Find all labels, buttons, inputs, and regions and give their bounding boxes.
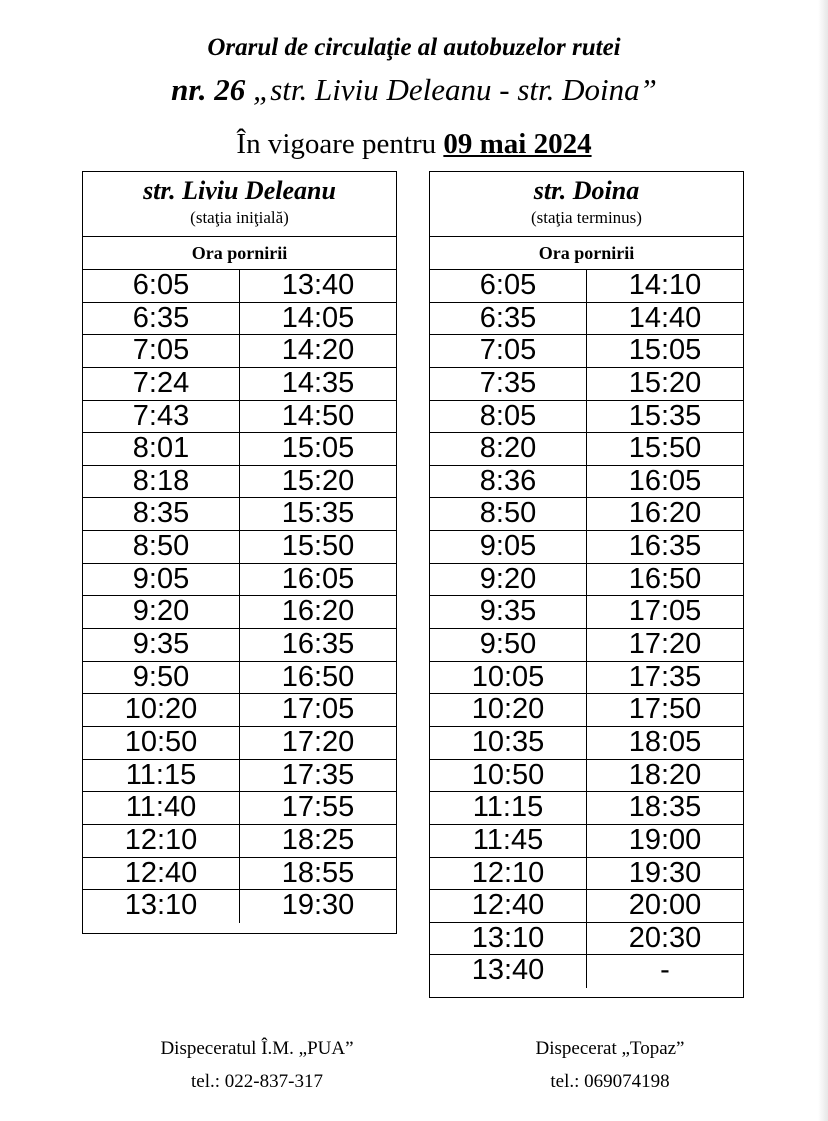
departure-time: 10:35: [430, 727, 587, 759]
table-row: [430, 596, 743, 629]
departure-time: 17:20: [628, 628, 702, 661]
table-header: [430, 172, 743, 237]
departure-time: 16:20: [281, 595, 355, 628]
departure-time: 14:05: [281, 301, 355, 334]
departure-time: 17:35: [628, 660, 702, 693]
departure-time: 16:35: [628, 530, 702, 563]
departure-time: 17:05: [281, 693, 355, 726]
departure-time: 6:35: [430, 303, 587, 335]
dispatcher-phone: tel.: 069074198: [550, 1071, 670, 1092]
table-row: [83, 433, 396, 466]
departure-time: 15:50: [281, 530, 355, 563]
table-body: [430, 270, 743, 988]
table-row: [83, 858, 396, 891]
table-row: [83, 890, 396, 923]
departure-time: 15:50: [628, 432, 702, 465]
departure-time: 8:20: [430, 433, 587, 465]
departure-time: 15:20: [281, 464, 355, 497]
table-row: [430, 890, 743, 923]
table-row: [430, 498, 743, 531]
route-number: nr. 26: [171, 72, 246, 107]
station-type: (staţia terminus): [531, 208, 642, 227]
departure-time: 15:05: [628, 334, 702, 367]
table-row: [430, 727, 743, 760]
table-row: [430, 629, 743, 662]
departure-time: 6:35: [83, 303, 240, 335]
departure-time: 16:20: [628, 497, 702, 530]
table-row: [83, 727, 396, 760]
table-row: [83, 629, 396, 662]
validity-line: [0, 128, 828, 161]
table-row: [430, 792, 743, 825]
validity-date: 09 mai 2024: [443, 128, 592, 160]
departure-time: 10:05: [430, 662, 587, 694]
departure-time: 7:35: [430, 368, 587, 400]
table-row: [430, 368, 743, 401]
table-row: [83, 662, 396, 695]
station-name: str. Liviu Deleanu: [143, 176, 336, 205]
departure-time: 7:43: [83, 401, 240, 433]
departure-time: 11:15: [430, 792, 587, 824]
table-row: [83, 498, 396, 531]
dispatcher-name: Dispeceratul Î.M. „PUA”: [160, 1038, 354, 1059]
column-header: Ora pornirii: [430, 237, 743, 270]
departure-time: 8:36: [430, 466, 587, 498]
departure-time: 9:50: [83, 662, 240, 694]
dispatcher-left: [82, 1032, 432, 1098]
table-row: [83, 694, 396, 727]
table-row: [430, 433, 743, 466]
departure-time: 9:35: [430, 596, 587, 628]
departure-time: 15:35: [628, 399, 702, 432]
table-row: [430, 858, 743, 891]
table-row: [83, 466, 396, 499]
route-name: „str. Liviu Deleanu - str. Doina”: [245, 72, 657, 107]
departure-time: 17:35: [281, 758, 355, 791]
table-row: [83, 596, 396, 629]
departure-time: 20:00: [628, 889, 702, 922]
dispatcher-phone: tel.: 022-837-317: [191, 1071, 323, 1092]
departure-time: 20:30: [628, 921, 702, 954]
station-name: str. Doina: [533, 176, 640, 205]
departure-time: 9:35: [83, 629, 240, 661]
departure-time: 19:30: [281, 889, 355, 922]
departure-time: 12:40: [83, 858, 240, 890]
timetable-liviu-deleanu: [82, 171, 397, 934]
page-edge-shadow: [818, 0, 828, 1121]
table-row: [430, 825, 743, 858]
departure-time: 13:10: [430, 923, 587, 955]
departure-time: 14:35: [281, 366, 355, 399]
departure-time: 10:20: [83, 694, 240, 726]
departure-time: 13:40: [281, 269, 355, 301]
departure-time: 9:20: [430, 564, 587, 596]
table-body: [83, 270, 396, 923]
departure-time: 18:55: [281, 856, 355, 889]
station-type: (staţia iniţială): [190, 208, 289, 227]
departure-time: 11:15: [83, 760, 240, 792]
departure-time: 13:10: [83, 890, 240, 923]
departure-time: 12:40: [430, 890, 587, 922]
departure-time: 6:05: [83, 270, 240, 302]
departure-time: 16:50: [628, 562, 702, 595]
departure-time: 9:05: [83, 564, 240, 596]
departure-time: 15:05: [281, 432, 355, 465]
table-row: [430, 955, 743, 988]
departure-time: -: [660, 954, 670, 987]
departure-time: 8:01: [83, 433, 240, 465]
departure-time: 8:18: [83, 466, 240, 498]
departure-time: 9:05: [430, 531, 587, 563]
table-row: [83, 825, 396, 858]
departure-time: 6:05: [430, 270, 587, 302]
departure-time: 7:05: [430, 335, 587, 367]
table-row: [83, 303, 396, 336]
departure-time: 7:05: [83, 335, 240, 367]
table-row: [430, 564, 743, 597]
table-header: [83, 172, 396, 237]
departure-time: 16:05: [628, 464, 702, 497]
route-title: [0, 72, 828, 108]
departure-time: 10:50: [83, 727, 240, 759]
departure-time: 12:10: [83, 825, 240, 857]
departure-time: 17:05: [628, 595, 702, 628]
departure-time: 18:35: [628, 791, 702, 824]
departure-time: 12:10: [430, 858, 587, 890]
departure-time: 19:00: [628, 823, 702, 856]
departure-time: 15:35: [281, 497, 355, 530]
table-row: [430, 662, 743, 695]
table-row: [83, 270, 396, 303]
table-row: [83, 531, 396, 564]
table-row: [83, 368, 396, 401]
table-row: [83, 401, 396, 434]
dispatcher-name: Dispecerat „Topaz”: [535, 1038, 685, 1059]
departure-time: 17:50: [628, 693, 702, 726]
departure-time: 14:10: [628, 269, 702, 301]
departure-time: 16:50: [281, 660, 355, 693]
table-row: [83, 792, 396, 825]
departure-time: 10:20: [430, 694, 587, 726]
departure-time: 18:25: [281, 823, 355, 856]
departure-time: 9:50: [430, 629, 587, 661]
departure-time: 11:45: [430, 825, 587, 857]
departure-time: 8:50: [430, 498, 587, 530]
table-row: [430, 270, 743, 303]
departure-time: 16:35: [281, 628, 355, 661]
departure-time: 17:20: [281, 725, 355, 758]
departure-time: 11:40: [83, 792, 240, 824]
schedule-title: Orarul de circulaţie al autobuzelor rutei: [207, 34, 621, 61]
departure-time: 10:50: [430, 760, 587, 792]
departure-time: 9:20: [83, 596, 240, 628]
departure-time: 14:40: [628, 301, 702, 334]
validity-prefix: În vigoare pentru: [236, 128, 444, 160]
table-row: [83, 335, 396, 368]
departure-time: 7:24: [83, 368, 240, 400]
table-row: [430, 335, 743, 368]
departure-time: 14:20: [281, 334, 355, 367]
departure-time: 8:50: [83, 531, 240, 563]
departure-time: 15:20: [628, 366, 702, 399]
table-row: [430, 401, 743, 434]
departure-time: 17:55: [281, 791, 355, 824]
departure-time: 8:05: [430, 401, 587, 433]
table-row: [430, 531, 743, 564]
departure-time: 13:40: [430, 955, 587, 988]
departure-time: 18:20: [628, 758, 702, 791]
table-row: [430, 303, 743, 336]
table-row: [430, 760, 743, 793]
table-row: [83, 760, 396, 793]
table-row: [83, 564, 396, 597]
departure-time: 19:30: [628, 856, 702, 889]
departure-time: 14:50: [281, 399, 355, 432]
table-row: [430, 694, 743, 727]
dispatcher-right: [430, 1032, 790, 1098]
column-header: Ora pornirii: [83, 237, 396, 270]
table-row: [430, 923, 743, 956]
departure-time: 18:05: [628, 725, 702, 758]
table-row: [430, 466, 743, 499]
departure-time: 16:05: [281, 562, 355, 595]
departure-time: 8:35: [83, 498, 240, 530]
timetable-doina: [429, 171, 744, 998]
